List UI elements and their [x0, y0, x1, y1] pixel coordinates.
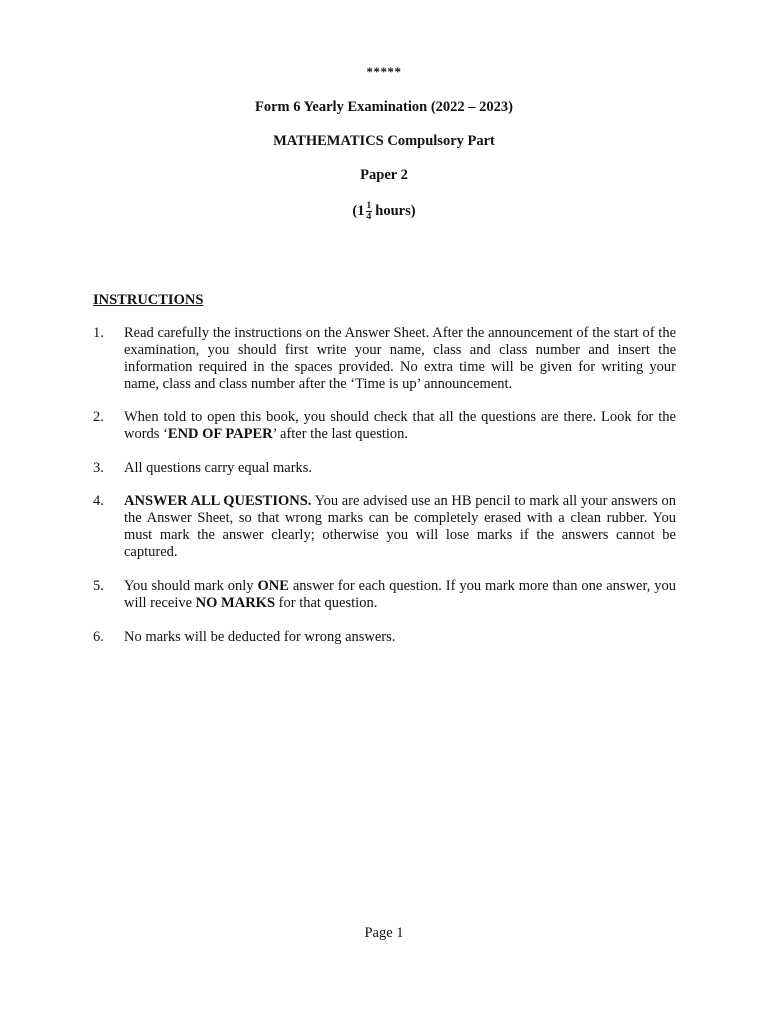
instruction-text-part: answer for each question. If you mark more than one answer, you will receive [124, 578, 677, 611]
instruction-number: 5. [93, 578, 104, 594]
duration-close: hours) [375, 202, 416, 219]
emphasis-one: ONE [257, 578, 289, 594]
instruction-item [93, 629, 676, 646]
instruction-item [93, 325, 676, 393]
emphasis-answer-all: ANSWER ALL QUESTIONS. [124, 493, 312, 509]
emphasis-end-of-paper: END OF PAPER [167, 426, 273, 442]
emphasis-no-marks: NO MARKS [195, 595, 276, 611]
instruction-item [93, 578, 676, 612]
paper-number: Paper 2 [360, 167, 408, 183]
duration-fraction [366, 201, 373, 222]
page-number: Page 1 [364, 925, 404, 941]
instruction-text [124, 493, 676, 561]
instruction-text [124, 409, 676, 443]
instruction-text-part: You are advised use an HB pencil to mark all your answers on the Answer Sheet, so that wrong marks can be completely erased with a clean rubber. You must mark the answer clearly; otherwise you will lose marks if the answers cannot be captured. [124, 493, 676, 560]
header-stars: ***** [366, 64, 402, 79]
instruction-number: 4. [93, 493, 104, 509]
subject-title: MATHEMATICS Compulsory Part [273, 133, 495, 149]
instruction-number: 3. [93, 460, 104, 476]
instructions-heading: INSTRUCTIONS [93, 292, 204, 308]
instruction-item [93, 493, 676, 561]
instruction-item [93, 460, 676, 477]
fraction-denominator: 4 [366, 212, 372, 222]
instruction-text: Read carefully the instructions on the Answer Sheet. After the announcement of the start of the examination, you should first write your name, class and class number and insert the information required in the spaces provided. No extra time will be given for writing your name, class and class number after the ‘Time is up’ announcement. [124, 325, 676, 392]
instruction-text-part: You should mark only [124, 578, 258, 594]
instruction-text-part: ’ after the last question. [272, 426, 409, 442]
instruction-text [124, 578, 676, 612]
exam-duration [0, 201, 768, 222]
instruction-number: 1. [93, 325, 104, 341]
instruction-text-part: for that question. [275, 595, 378, 611]
instruction-number: 6. [93, 629, 104, 645]
exam-title: Form 6 Yearly Examination (2022 – 2023) [254, 99, 514, 115]
instruction-text: No marks will be deducted for wrong answers. [124, 629, 396, 645]
instruction-text: All questions carry equal marks. [124, 460, 313, 476]
duration-open: (1 [352, 202, 365, 219]
instruction-number: 2. [93, 409, 104, 425]
instruction-text-part: When told to open this book, you should check that all the questions are there. Look for the words ‘ [124, 409, 676, 442]
fraction-numerator: 1 [366, 201, 372, 211]
instruction-item [93, 409, 676, 443]
